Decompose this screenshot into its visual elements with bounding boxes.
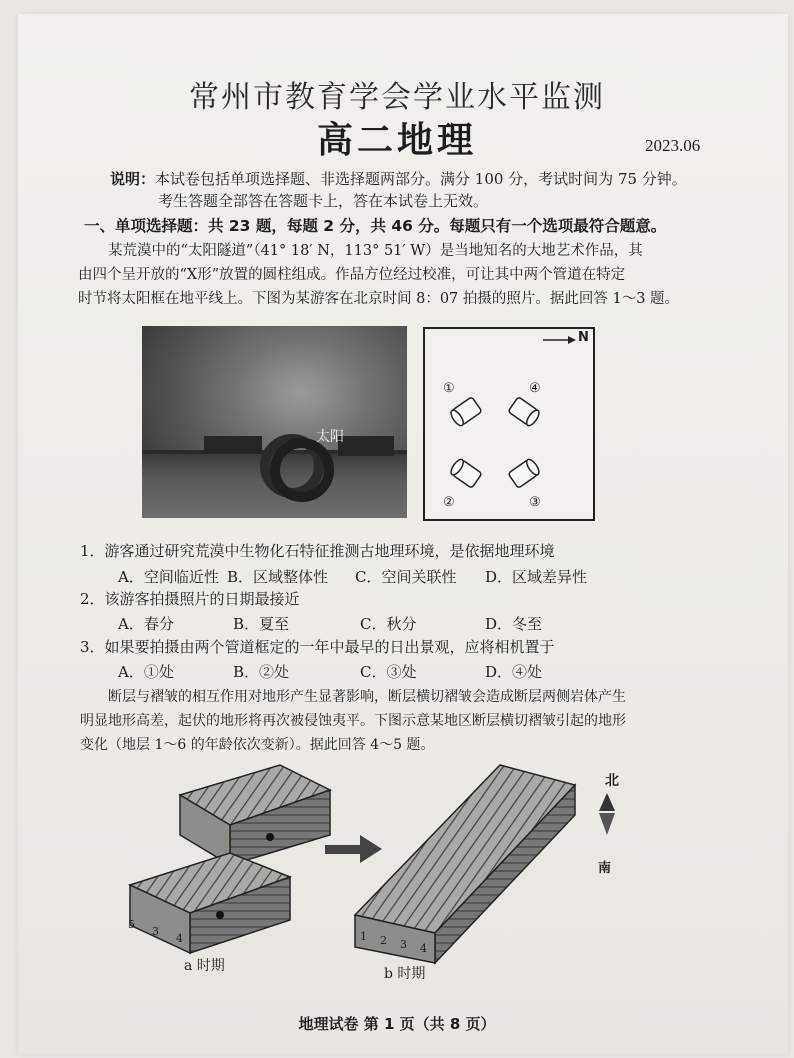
tube-2-icon bbox=[449, 457, 482, 488]
instructions-line2: 考生答题全部答在答题卡上，答在本试卷上无效。 bbox=[158, 192, 489, 210]
sun-label: 太阳 bbox=[316, 429, 344, 445]
passage1-line1: 某荒漠中的“太阳隧道”（41° 18′ N，113° 51′ W）是当地知名的大地艺术作品，其 bbox=[108, 243, 643, 259]
block-b bbox=[355, 765, 575, 963]
marker-4: ④ bbox=[529, 381, 541, 396]
tube-3-icon bbox=[508, 457, 541, 488]
tunnel-layout-svg bbox=[425, 329, 593, 519]
north-label: N bbox=[578, 330, 589, 345]
layer-a-2: 3 bbox=[152, 925, 159, 938]
instructions-label: 说明： bbox=[110, 170, 156, 188]
page-footer: 地理试卷 第 1 页（共 8 页） bbox=[298, 1015, 496, 1033]
period-b-label: b 时期 bbox=[384, 966, 426, 982]
question-3-stem: 3．如果要拍摄由两个管道框定的一年中最早的日出景观，应将相机置于 bbox=[80, 638, 555, 656]
tube-4-icon bbox=[508, 397, 541, 428]
tube-1-icon bbox=[449, 397, 482, 428]
marker-3: ③ bbox=[529, 495, 541, 510]
exam-date: 2023.06 bbox=[645, 136, 701, 155]
exam-org-title: 常州市教育学会学业水平监测 bbox=[189, 80, 605, 115]
question-2-option-d: D．冬至 bbox=[485, 615, 543, 633]
subject-title: 高二地理 bbox=[316, 120, 477, 161]
sun-tunnel-photo bbox=[142, 326, 407, 518]
layer-b-1: 1 bbox=[360, 930, 367, 943]
block-a-upper bbox=[180, 765, 330, 865]
block-a-lower bbox=[130, 853, 290, 953]
question-2-stem: 2．该游客拍摄照片的日期最接近 bbox=[80, 590, 300, 608]
layer-b-2: 2 bbox=[380, 934, 387, 947]
compass-south-label: 南 bbox=[598, 861, 612, 876]
question-2-option-b: B．夏至 bbox=[233, 615, 290, 633]
section1-heading: 一、单项选择题：共 23 题，每题 2 分，共 46 分。每题只有一个选项最符合题意。 bbox=[84, 217, 667, 235]
question-3-option-d: D．④处 bbox=[485, 663, 543, 681]
north-south-indicator-icon bbox=[599, 793, 615, 835]
north-arrowhead-icon bbox=[568, 336, 576, 344]
question-1-stem: 1．游客通过研究荒漠中生物化石特征推测古地理环境，是依据地理环境 bbox=[80, 542, 555, 560]
arrow-right-icon bbox=[325, 835, 382, 863]
question-3-option-b: B．②处 bbox=[233, 663, 290, 681]
question-1-option-d: D．区域差异性 bbox=[485, 568, 588, 586]
question-3-option-c: C．③处 bbox=[360, 663, 417, 681]
instructions-text1: 本试卷包括单项选择题、非选择题两部分。满分 100 分，考试时间为 75 分钟。 bbox=[155, 170, 687, 188]
instructions-line1 bbox=[110, 168, 750, 191]
period-a-label: a 时期 bbox=[184, 958, 225, 974]
question-1-option-b: B．区域整体性 bbox=[227, 568, 329, 586]
question-2-option-c: C．秋分 bbox=[360, 615, 417, 633]
marker-2: ② bbox=[443, 495, 455, 510]
passage2-line1: 断层与褶皱的相互作用对地形产生显著影响，断层横切褶皱会造成断层两侧岩体产生 bbox=[108, 689, 626, 705]
compass-north-label: 北 bbox=[605, 773, 619, 789]
layer-a-3: 4 bbox=[176, 932, 183, 945]
tunnel-layout-diagram bbox=[423, 327, 595, 521]
question-2-option-a: A．春分 bbox=[118, 615, 174, 633]
layer-a-1: 5 bbox=[128, 918, 135, 931]
question-3-option-a: A．①处 bbox=[118, 663, 174, 681]
passage2-line2: 明显地形高差，起伏的地形将再次被侵蚀夷平。下图示意某地区断层横切褶皱引起的地形 bbox=[80, 713, 626, 729]
marker-1: ① bbox=[443, 381, 455, 396]
passage1-line3: 时节将太阳框在地平线上。下图为某游客在北京时间 8：07 拍摄的照片。据此回答 1～3 题。 bbox=[78, 291, 680, 307]
question-1-option-c: C．空间关联性 bbox=[355, 568, 457, 586]
passage1-line2: 由四个呈开放的“X形”放置的圆柱组成。作品方位经过校准，可让其中两个管道在特定 bbox=[78, 267, 626, 283]
layer-b-4: 4 bbox=[420, 942, 427, 955]
question-1-option-a: A．空间临近性 bbox=[118, 568, 219, 586]
passage2-line3: 变化（地层 1～6 的年龄依次变新）。据此回答 4～5 题。 bbox=[80, 737, 435, 753]
layer-b-3: 3 bbox=[400, 938, 407, 951]
